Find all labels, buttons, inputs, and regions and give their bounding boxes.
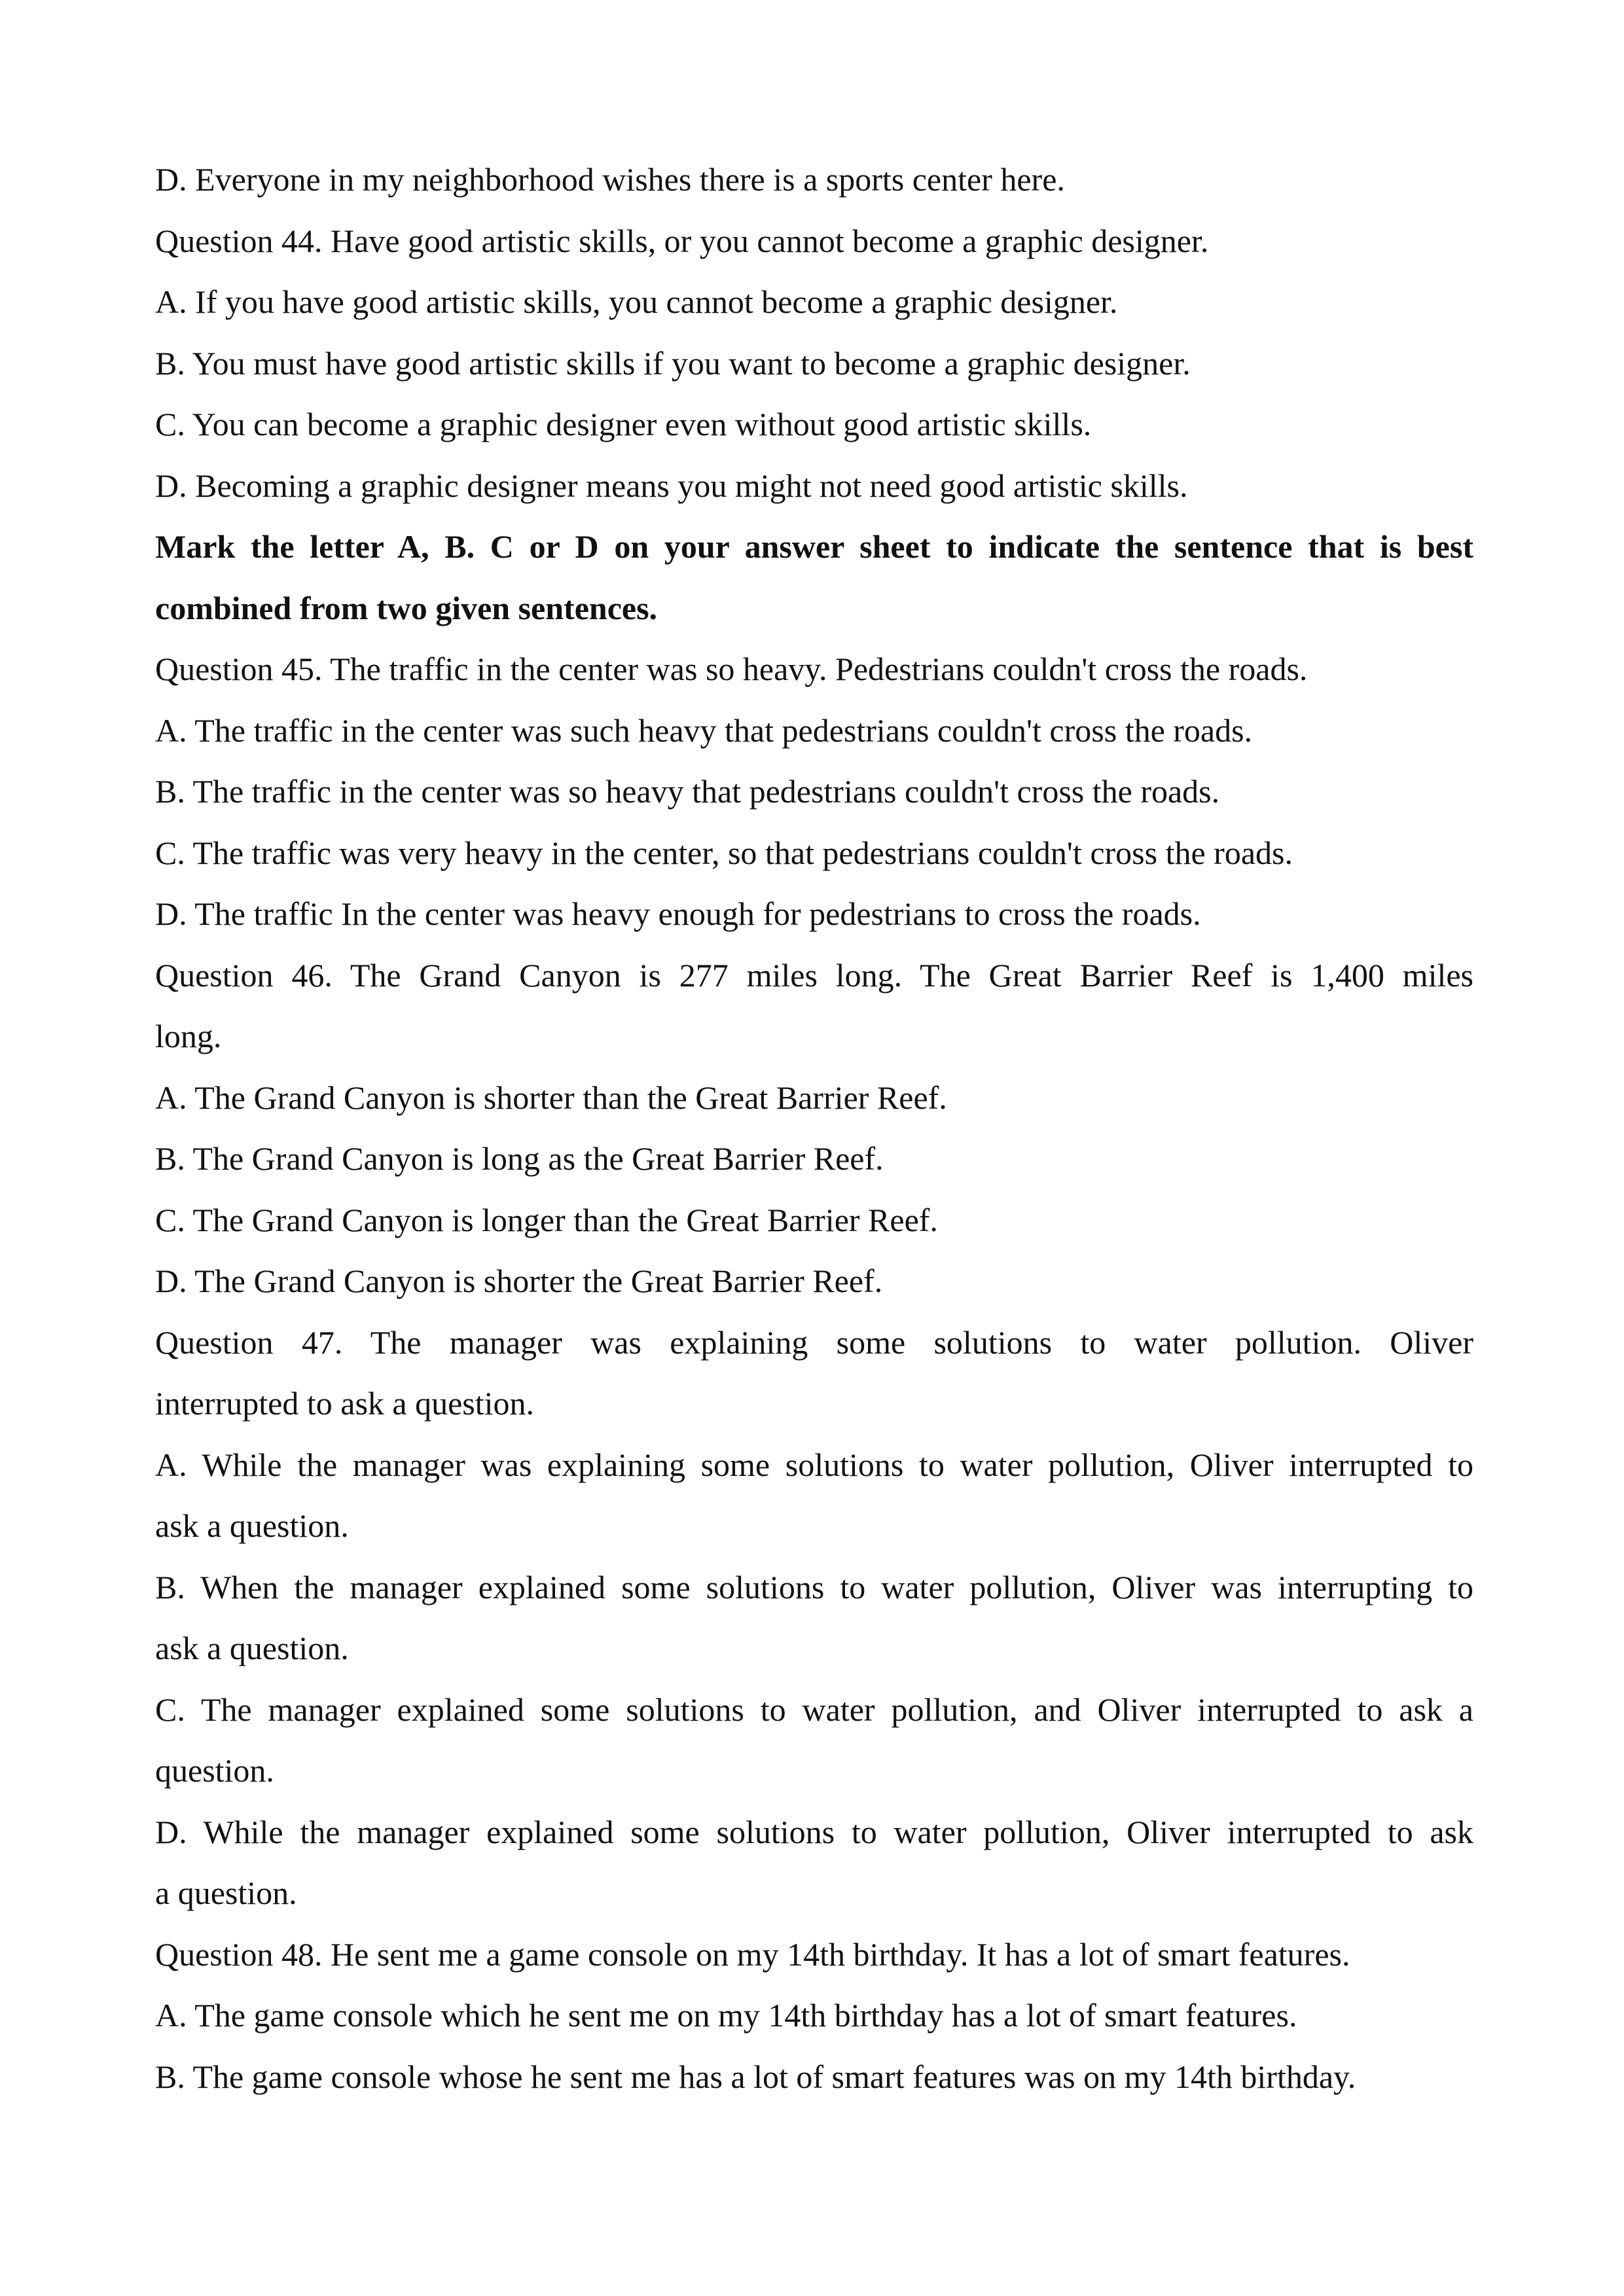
question-46-line-2: long. — [155, 1018, 222, 1054]
option-b-q45: B. The traffic in the center was so heavy that pedestrians couldn't cross the roads. — [155, 773, 1220, 810]
option-d-q44: D. Becoming a graphic designer means you might not need good artistic skills. — [155, 467, 1188, 504]
option-b-q48: B. The game console whose he sent me has a lot of smart features was on my 14th birthday. — [155, 2058, 1356, 2095]
option-a-q45: A. The traffic in the center was such heavy that pedestrians couldn't cross the roads. — [155, 711, 1253, 749]
question-46-line-1: Question 46. The Grand Canyon is 277 miles long. The Great Barrier Reef is 1,400 miles — [155, 956, 1473, 994]
question-47-line-1: Question 47. The manager was explaining some solutions to water pollution. Oliver — [155, 1323, 1473, 1361]
question-45: Question 45. The traffic in the center was so heavy. Pedestrians couldn't cross the roads. — [155, 651, 1308, 687]
option-b-q44: B. You must have good artistic skills if you want to become a graphic designer. — [155, 344, 1191, 382]
question-47-line-2: interrupted to ask a question. — [155, 1385, 535, 1422]
option-a-q47-line-2: ask a question. — [155, 1507, 349, 1544]
question-44: Question 44. Have good artistic skills, or you cannot become a graphic designer. — [155, 222, 1209, 259]
option-a-q44: A. If you have good artistic skills, you cannot become a graphic designer. — [155, 283, 1118, 320]
option-d-q43: D. Everyone in my neighborhood wishes there is a sports center here. — [155, 161, 1065, 198]
option-c-q44: C. You can become a graphic designer even without good artistic skills. — [155, 406, 1092, 442]
option-c-q46: C. The Grand Canyon is longer than the Great Barrier Reef. — [155, 1201, 938, 1238]
option-c-q47-line-1: C. The manager explained some solutions to water pollution, and Oliver interrupted to ask a — [155, 1691, 1473, 1728]
section-instruction-line-1: Mark the letter A, B. C or D on your answer sheet to indicate the sentence that is best — [155, 528, 1473, 565]
question-48: Question 48. He sent me a game console on my 14th birthday. It has a lot of smart features. — [155, 1935, 1350, 1973]
option-a-q46: A. The Grand Canyon is shorter than the Great Barrier Reef. — [155, 1079, 947, 1116]
option-d-q47-line-2: a question. — [155, 1874, 297, 1911]
option-a-q48: A. The game console which he sent me on my 14th birthday has a lot of smart features. — [155, 1997, 1297, 2034]
option-a-q47-line-1: A. While the manager was explaining some solutions to water pollution, Oliver interrupted to — [155, 1446, 1473, 1483]
page-text — [155, 149, 1473, 2108]
option-c-q45: C. The traffic was very heavy in the center, so that pedestrians couldn't cross the roads. — [155, 834, 1293, 871]
option-d-q45: D. The traffic In the center was heavy enough for pedestrians to cross the roads. — [155, 895, 1201, 932]
option-b-q47-line-2: ask a question. — [155, 1630, 349, 1666]
option-d-q47-line-1: D. While the manager explained some solutions to water pollution, Oliver interrupted to ask — [155, 1813, 1473, 1850]
option-b-q46: B. The Grand Canyon is long as the Great Barrier Reef. — [155, 1140, 884, 1177]
option-b-q47-line-1: B. When the manager explained some solutions to water pollution, Oliver was interrupting to — [155, 1568, 1473, 1605]
option-d-q46: D. The Grand Canyon is shorter the Great Barrier Reef. — [155, 1263, 883, 1299]
option-c-q47-line-2: question. — [155, 1752, 274, 1789]
section-instruction-line-2: combined from two given sentences. — [155, 589, 658, 626]
